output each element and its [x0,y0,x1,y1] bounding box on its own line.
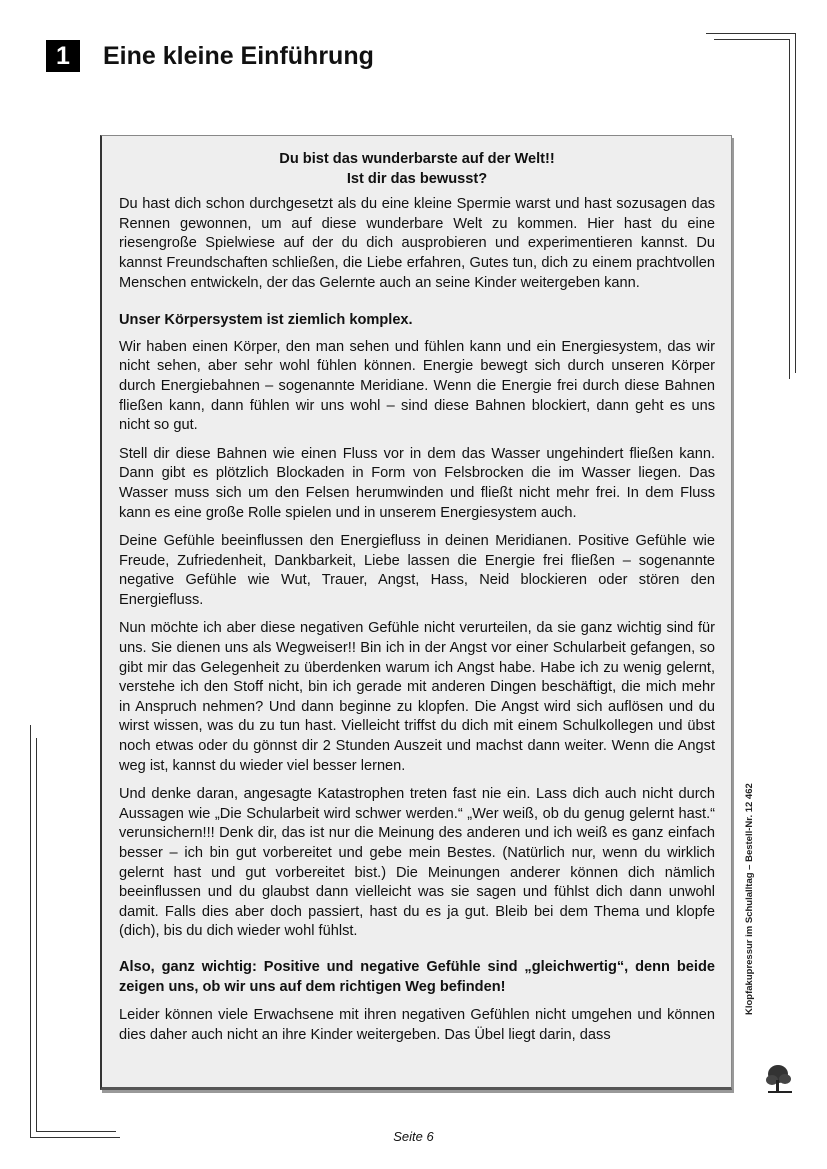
paragraph-energiesystem: Wir haben einen Körper, den man sehen und fühlen kann und ein Energiesystem, das wir nicht sehen, aber sehr wohl fühlen können. Energie bewegt sich durch unseren Körper durch Energiebahnen – sogenannte Meridiane. Wenn die Energie frei durch diese Bahnen fließen kann, dann fühlen wir uns wohl – sind diese Bahnen blockiert, dann geht es uns nicht so gut. [119,338,715,434]
box-heading-line1: Du bist das wunderbarste auf der Welt!! [279,151,555,167]
paragraph-wegweiser: Nun möchte ich aber diese negativen Gefühle nicht verurteilen, da sie ganz wichtig sind für uns. Sie dienen uns als Wegweiser!! Bin ich in der Angst vor einer Schularbeit gefangen, so gibt mir das Gelegenheit zu überdenken warum ich Angst habe. Habe ich zu wenig gelernt, verstehe ich den Stoff nicht, bin ich gerade mit anderen Dingen beschäftigt, die mich mehr in Anspruch nehmen? Und dann beginne zu klopfen. Die Angst wird sich auflösen und du wirst wissen, was du zu tun hast. Vielleicht triffst du dich mit einem Schulkollegen und übst noch etwas oder du gönnst dir 2 Stunden Auszeit und machst dann weiter. Wenn die Angst weg ist, kannst du wieder viel besser lernen. [119,620,715,774]
paragraph-gefuehle: Deine Gefühle beeinflussen den Energiefluss in deinen Meridianen. Positive Gefühle wie Freude, Zufriedenheit, Dankbarkeit, Liebe lassen die Energie frei fließen – sogenannte negative Gefühle wie Wut, Trauer, Angst, Hass, Neid blockieren oder stören den Energiefluss. [119,533,715,608]
page-number: Seite 6 [393,1129,434,1144]
paragraph-fluss: Stell dir diese Bahnen wie einen Fluss vor in dem das Wasser ungehindert fließen kann. Dann gibt es plötzlich Blockaden in Form von Felsbrocken die im Wasser liegen. Das Wasser muss sich um den Felsen herumwinden und fließt nicht mehr frei. In dem Fluss kann es eine große Rolle spielen und in unserem Energiesystem auch. [119,445,715,521]
frame-line-top-right-horizontal-inner [714,39,790,40]
subheading-koerpersystem: Unser Körpersystem ist ziemlich komplex. [119,312,413,329]
publisher-logo [764,1060,798,1096]
frame-line-bottom-left-vertical [30,725,31,1137]
frame-line-top-right-horizontal [706,33,796,34]
side-publisher-label: Klopfakupressur im Schulalltag – Bestell-Nr. 12 462 [744,783,755,1015]
frame-line-top-right-vertical [795,33,796,373]
paragraph-erwachsene: Leider können viele Erwachsene mit ihren negativen Gefühlen nicht umgehen und können dies daher auch nicht an ihre Kinder weitergeben. Das Übel liegt darin, dass [119,1007,715,1043]
frame-line-top-right-vertical-inner [789,39,790,379]
tree-logo-icon [764,1060,798,1096]
paragraph-katastrophen: Und denke daran, angesagte Katastrophen treten fast nie ein. Lass dich auch nicht durch Aussagen wie „Die Schularbeit wird schwer werden.“ „Wer weiß, ob du genug gelernt hast.“ verunsichern!!! Denk dir, das ist nur die Meinung des anderen und ich weiß es ganz einfach besser – ich bin gut vorbereitet und gebe mein Bestes. (Natürlich nur, wenn du wirklich gelernt hast und gut vorbereitet bist.) Die Meinungen anderer können dich nämlich beeinflussen und du glaubst dann vielleicht was sie sagen und fühlst dich dann unwohl damit. Falls dies aber doch passiert, hast du es ja gut. Bleib bei dem Thema und klopfe (dich), bis du dich wieder wohl fühlst. [119,786,715,940]
box-heading [119,150,715,189]
chapter-number-badge: 1 [46,40,80,72]
paragraph-intro: Du hast dich schon durchgesetzt als du eine kleine Spermie warst und hast sozusagen das Rennen gewonnen, um auf diese wunderbare Welt zu kommen. Hier hast du eine riesengroße Spielwiese auf der du dich ausprobieren und experimentieren kannst. Du kannst Freundschaften schließen, die Liebe erfahren, Gutes tun, dich zu einem prachtvollen Menschen entwickeln, der das Gelernte auch an seine Kinder weitergeben kann. [119,196,715,291]
chapter-title: Eine kleine Einführung [103,42,374,70]
paragraph-key-message: Also, ganz wichtig: Positive und negative Gefühle sind „gleichwertig“, denn beide zeigen uns, ob wir uns auf dem richtigen Weg befinden! [119,958,715,995]
content-box [100,135,732,1090]
frame-line-bottom-left-vertical-inner [36,738,37,1131]
content-box-text [119,150,715,1054]
box-heading-line2: Ist dir das bewusst? [346,170,488,187]
